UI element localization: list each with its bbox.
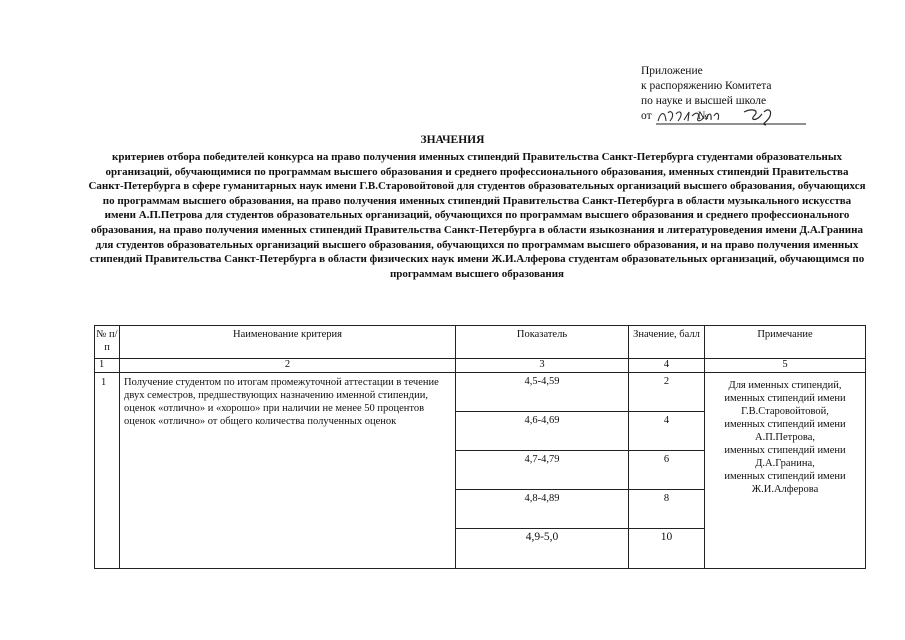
header-num: № п/п: [95, 326, 120, 359]
indicator-range: 4,9-5,0: [456, 529, 629, 569]
criterion-text: Получение студентом по итогам промежуточной аттестации в течение двух семестров, предшествующих назначению именной стипендии, оценок «отлично» и «хорошо» при наличии не менее 50 процентов оценок «отлично» от общего количества полученных оценок: [120, 373, 456, 569]
date-prefix: от: [641, 110, 652, 122]
indicator-range: 4,5-4,59: [456, 373, 629, 412]
note-line: именных стипендий имени: [724, 393, 846, 404]
col-number-4: 4: [629, 359, 705, 373]
criteria-table: [94, 325, 866, 569]
note-cell: [705, 373, 866, 569]
score-value: 10: [629, 529, 705, 569]
col-number-1: 1: [95, 359, 120, 373]
column-number-row: [95, 359, 866, 373]
document-subtitle: критериев отбора победителей конкурса на право получения именных стипендий Правительства Санкт-Петербурга студентами образовательных организаций, обучающимися по программам высшего образования и среднего профессионального образования, именных стипендий Правительства Санкт-Петербурга в сфере гуманитарных наук имени Г.В.Старовойтовой для студентов образовательных организаций высшего образования, обучающихся по программам высшего образования, на право получения именных стипендий Правительства Санкт-Петербурга в области музыкального искусства имени А.П.Петрова для студентов образовательных организаций, обучающихся по программам высшего образования и среднего профессионального образования, на право получения именных стипендий Правительства Санкт-Петербурга в области языкознания и литературоведения имени Д.А.Гранина для студентов образовательных организаций высшего образования, обучающихся по программам высшего образования, и на право получения именных стипендий Правительства Санкт-Петербурга в области физических наук имени Ж.И.Алферова студентам образовательных организаций, обучающимся по программам высшего образования: [88, 151, 866, 280]
col-number-2: 2: [120, 359, 456, 373]
appendix-block: [641, 64, 841, 124]
header-indicator: Показатель: [456, 326, 629, 359]
table-row: [95, 373, 866, 412]
document-title: ЗНАЧЕНИЯ: [420, 134, 485, 146]
handwritten-date-and-number: [656, 106, 806, 128]
score-value: 2: [629, 373, 705, 412]
appendix-line-1: Приложение: [641, 65, 703, 77]
col-number-5: 5: [705, 359, 866, 373]
note-line: именных стипендий имени: [724, 419, 846, 430]
number-sign: №: [697, 110, 709, 122]
appendix-date-line: [641, 109, 841, 124]
indicator-range: 4,7-4,79: [456, 451, 629, 490]
header-value: Значение, балл: [629, 326, 705, 359]
score-value: 6: [629, 451, 705, 490]
indicator-range: 4,8-4,89: [456, 490, 629, 529]
note-line: Для именных стипендий,: [728, 380, 842, 391]
appendix-line-3: по науке и высшей школе: [641, 95, 767, 107]
header-note: Примечание: [705, 326, 866, 359]
row-number: 1: [95, 373, 120, 569]
score-value: 8: [629, 490, 705, 529]
note-line: именных стипендий имени: [724, 471, 846, 482]
table-header-row: [95, 326, 866, 359]
score-value: 4: [629, 412, 705, 451]
note-line: Д.А.Гранина,: [755, 458, 815, 469]
note-line: Ж.И.Алферова: [751, 484, 819, 495]
col-number-3: 3: [456, 359, 629, 373]
indicator-range: 4,6-4,69: [456, 412, 629, 451]
note-line: А.П.Петрова,: [755, 432, 815, 443]
note-line: Г.В.Старовойтовой,: [741, 406, 829, 417]
appendix-line-2: к распоряжению Комитета: [641, 80, 772, 92]
header-name: Наименование критерия: [120, 326, 456, 359]
note-line: именных стипендий имени: [724, 445, 846, 456]
